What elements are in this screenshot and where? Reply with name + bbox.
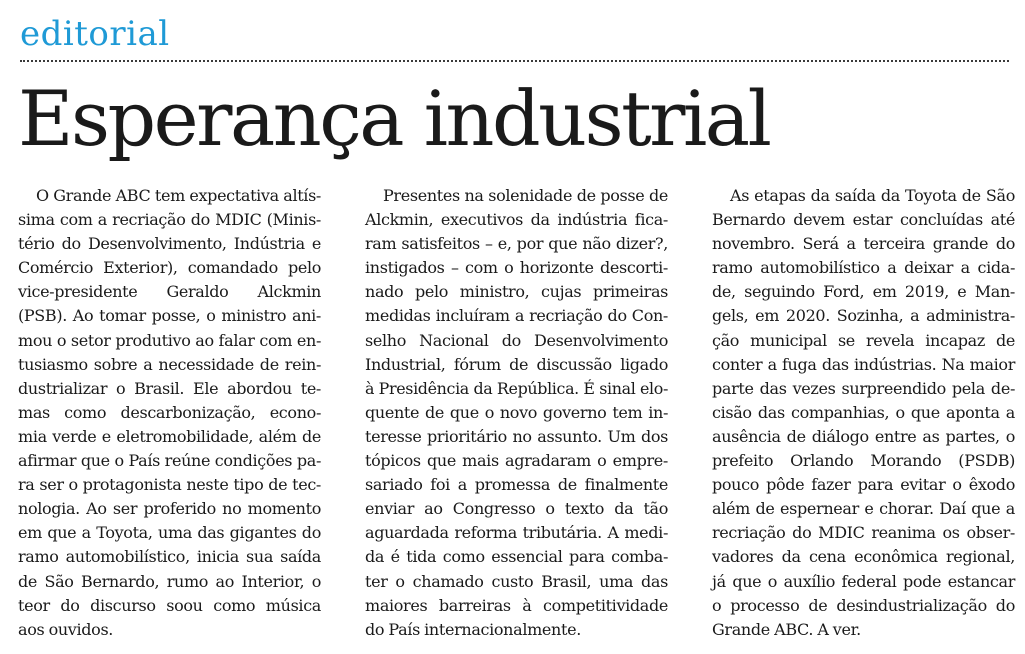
article-column-2	[365, 184, 668, 642]
text-line: tusiasmo sobre a necessidade de rein-	[18, 354, 321, 374]
text-line: Industrial, fórum de discussão ligado	[365, 354, 668, 374]
text-line: à Presidência da República. É sinal elo-	[365, 378, 668, 398]
text-line: dustrializar o Brasil. Ele abordou te-	[18, 378, 321, 398]
text-line: conter a fuga das indústrias. Na maior	[712, 354, 1015, 374]
text-line: o processo de desindustrialização do	[712, 595, 1015, 615]
text-line: novembro. Será a terceira grande do	[712, 234, 1015, 254]
text-line: teresse prioritário no assunto. Um dos	[365, 426, 668, 446]
text-line: Grande ABC. A ver.	[712, 619, 861, 639]
text-line: em que a Toyota, uma das gigantes do	[18, 523, 321, 543]
text-line: mas como descarbonização, econo-	[18, 402, 321, 422]
headline: Esperança industrial	[18, 74, 770, 163]
text-line: Comércio Exterior), comandado pelo	[18, 258, 321, 278]
text-line: teor do discurso soou como música	[18, 595, 321, 615]
text-line: enviar ao Congresso o texto da tão	[365, 499, 668, 519]
text-line: vadores da cena econômica regional,	[712, 547, 1015, 567]
text-line: ra ser o protagonista neste tipo de tec-	[18, 475, 321, 495]
text-line: ção municipal se revela incapaz de	[712, 330, 1015, 350]
text-line: mia verde e eletromobilidade, além de	[18, 426, 321, 446]
text-line: prefeito Orlando Morando (PSDB)	[712, 451, 1015, 471]
text-line: cisão das companhias, o que aponta a	[712, 402, 1015, 422]
text-line: sariado foi a promessa de finalmente	[365, 475, 668, 495]
text-line: quente de que o novo governo tem in-	[365, 402, 668, 422]
text-line: sima com a recriação do MDIC (Minis-	[18, 210, 321, 230]
text-line: medidas incluíram a recriação do Con-	[365, 306, 668, 326]
text-line: vice-presidente Geraldo Alckmin	[18, 282, 321, 302]
text-line: Presentes na solenidade de posse de	[383, 186, 668, 205]
text-line: tópicos que mais agradaram o empre-	[365, 451, 668, 471]
text-line: tério do Desenvolvimento, Indústria e	[18, 234, 321, 254]
text-line: As etapas da saída da Toyota de São	[730, 186, 1015, 205]
text-line: parte das vezes surpreendido pela de-	[712, 378, 1015, 398]
text-line: aguardada reforma tributária. A medi-	[365, 523, 668, 543]
text-line: Bernardo devem estar concluídas até	[712, 210, 1015, 230]
article-body	[18, 184, 1015, 642]
text-line: ramo automobilístico a deixar a cida-	[712, 258, 1015, 278]
text-line: de São Bernardo, rumo ao Interior, o	[18, 571, 321, 591]
section-label: editorial	[20, 14, 170, 54]
text-line: gels, em 2020. Sozinha, a administra-	[712, 306, 1015, 326]
text-line: aos ouvidos.	[18, 619, 114, 639]
text-line: recriação do MDIC reanima os obser-	[712, 523, 1015, 543]
text-line: já que o auxílio federal pode estancar	[712, 571, 1015, 591]
text-line: ter o chamado custo Brasil, uma das	[365, 571, 668, 591]
text-line: de, seguindo Ford, em 2019, e Man-	[712, 282, 1015, 302]
text-line: Alckmin, executivos da indústria fica-	[365, 210, 668, 230]
text-line: pouco pôde fazer para evitar o êxodo	[712, 475, 1015, 495]
text-line: ausência de diálogo entre as partes, o	[712, 426, 1015, 446]
dotted-divider	[20, 60, 1009, 62]
text-line: O Grande ABC tem expectativa altís-	[36, 186, 321, 205]
text-line: do País internacionalmente.	[365, 619, 581, 639]
text-line: da é tida como essencial para comba-	[365, 547, 668, 567]
text-line: nado pelo ministro, cujas primeiras	[365, 282, 668, 302]
text-line: (PSB). Ao tomar posse, o ministro ani-	[18, 306, 321, 326]
text-line: além de espernear e chorar. Daí que a	[712, 499, 1015, 519]
text-line: nologia. Ao ser proferido no momento	[18, 499, 321, 519]
text-line: ramo automobilístico, inicia sua saída	[18, 547, 321, 567]
article-column-1	[18, 184, 321, 642]
text-line: ram satisfeitos – e, por que não dizer?,	[365, 234, 668, 254]
text-line: instigados – com o horizonte descorti-	[365, 258, 668, 278]
text-line: maiores barreiras à competitividade	[365, 595, 668, 615]
text-line: afirmar que o País reúne condições pa-	[18, 451, 321, 471]
article-column-3	[712, 184, 1015, 642]
text-line: mou o setor produtivo ao falar com en-	[18, 330, 321, 350]
text-line: selho Nacional do Desenvolvimento	[365, 330, 668, 350]
